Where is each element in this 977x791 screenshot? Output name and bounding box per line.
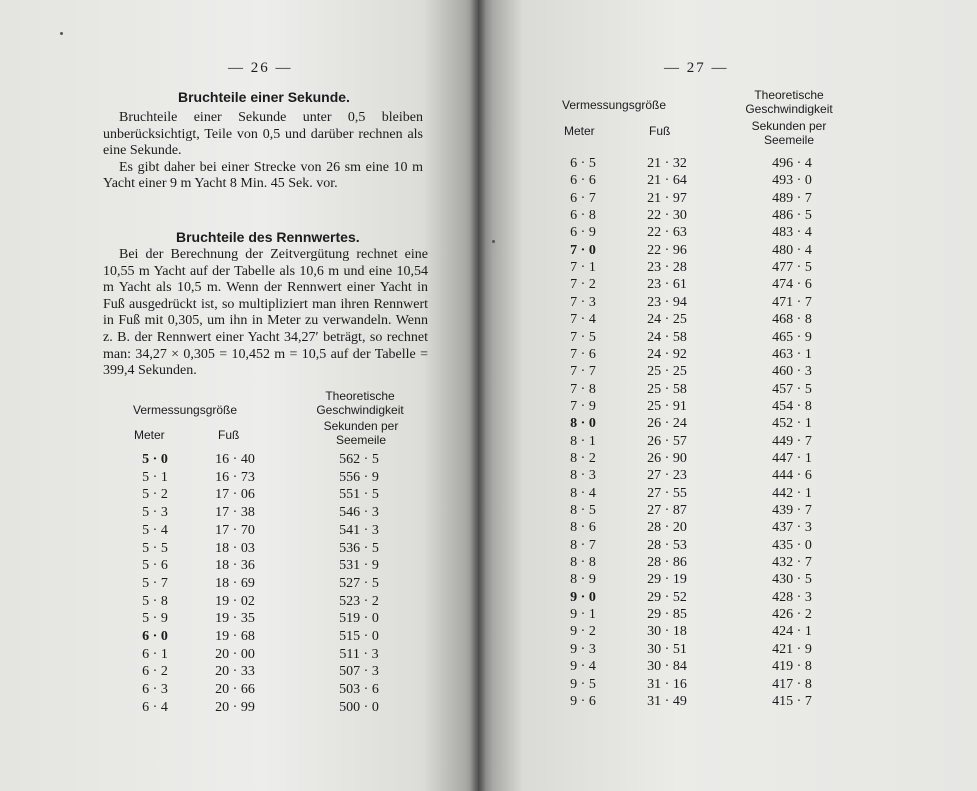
cell-meter: 8 · 0 [570, 416, 596, 432]
cell-seconds: 452 · 1 [772, 416, 812, 432]
cell-seconds: 463 · 1 [772, 346, 812, 362]
cell-seconds: 503 · 6 [339, 682, 379, 698]
cell-seconds: 531 · 9 [339, 558, 379, 574]
cell-fuss: 23 · 61 [647, 277, 687, 293]
cell-meter: 9 · 2 [570, 624, 596, 640]
cell-fuss: 20 · 33 [215, 664, 255, 680]
cell-meter: 7 · 3 [570, 294, 596, 310]
cell-meter: 8 · 1 [570, 433, 596, 449]
paragraph: Es gibt daher bei einer Strecke von 26 sm eine 10 m Yacht einer 9 m Yacht 8 Min. 45 Sek. vor. [103, 159, 423, 192]
cell-fuss: 22 · 63 [647, 225, 687, 241]
cell-seconds: 486 · 5 [772, 208, 812, 224]
cell-seconds: 546 · 3 [339, 505, 379, 521]
cell-seconds: 468 · 8 [772, 312, 812, 328]
cell-seconds: 457 · 5 [772, 381, 812, 397]
section-heading-fractions-second: Bruchteile einer Sekunde. [178, 89, 350, 105]
cell-seconds: 437 · 3 [772, 520, 812, 536]
cell-seconds: 477 · 5 [772, 260, 812, 276]
cell-meter: 5 · 8 [142, 593, 168, 609]
cell-meter: 5 · 2 [142, 487, 168, 503]
cell-meter: 9 · 1 [570, 607, 596, 623]
cell-fuss: 31 · 49 [647, 693, 687, 709]
cell-seconds: 444 · 6 [772, 468, 812, 484]
cell-fuss: 29 · 19 [647, 572, 687, 588]
speck [60, 32, 63, 35]
left-page [0, 0, 480, 791]
cell-fuss: 21 · 64 [647, 173, 687, 189]
cell-seconds: 428 · 3 [772, 589, 812, 605]
cell-fuss: 31 · 16 [647, 676, 687, 692]
cell-seconds: 480 · 4 [772, 242, 812, 258]
cell-meter: 8 · 2 [570, 450, 596, 466]
cell-meter: 6 · 1 [142, 646, 168, 662]
cell-seconds: 541 · 3 [339, 522, 379, 538]
cell-seconds: 449 · 7 [772, 433, 812, 449]
cell-meter: 8 · 6 [570, 520, 596, 536]
cell-meter: 9 · 3 [570, 641, 596, 657]
cell-meter: 6 · 7 [570, 190, 596, 206]
section-heading-fractions-rating: Bruchteile des Rennwertes. [176, 229, 360, 245]
cell-meter: 6 · 4 [142, 699, 168, 715]
cell-fuss: 24 · 58 [647, 329, 687, 345]
cell-seconds: 500 · 0 [339, 699, 379, 715]
cell-fuss: 24 · 25 [647, 312, 687, 328]
cell-seconds: 442 · 1 [772, 485, 812, 501]
cell-seconds: 511 · 3 [339, 646, 379, 662]
cell-fuss: 26 · 24 [647, 416, 687, 432]
cell-seconds: 424 · 1 [772, 624, 812, 640]
paragraph: Bei der Berechnung der Zeitvergütung rechnet eine 10,55 m Yacht auf der Tabelle als 10,6 m und eine 10,54 m Yacht als 10,5 m. Wenn der Rennwert einer Yacht in Fuß ausgedrückt ist, so multipliziert man ihren Rennwert in Fuß mit 0,305, um ihn in Meter zu verwandeln. Wenn z. B. der Rennwert einer Yacht 34,27′ beträgt, so rechnet man: 34,27 × 0,305 = 10,452 m = 10,5 auf der Tabelle = 399,4 Sekunden. [103, 247, 428, 379]
cell-seconds: 471 · 7 [772, 294, 812, 310]
cell-seconds: 417 · 8 [772, 676, 812, 692]
cell-fuss: 20 · 66 [215, 682, 255, 698]
cell-fuss: 25 · 25 [647, 364, 687, 380]
table-header-group: Vermessungsgröße [562, 98, 667, 112]
cell-fuss: 26 · 57 [647, 433, 687, 449]
cell-fuss: 20 · 00 [215, 646, 255, 662]
cell-meter: 6 · 5 [570, 156, 596, 171]
cell-fuss: 28 · 53 [647, 537, 687, 553]
cell-fuss: 17 · 06 [215, 487, 255, 503]
cell-seconds: 496 · 4 [772, 156, 812, 171]
table-header-meter: Meter [134, 428, 165, 442]
cell-meter: 7 · 2 [570, 277, 596, 293]
page-number-left: — 26 — [228, 60, 293, 76]
cell-fuss: 22 · 30 [647, 208, 687, 224]
cell-meter: 6 · 3 [142, 682, 168, 698]
cell-meter: 5 · 1 [142, 469, 168, 485]
section-text-fractions-rating [103, 247, 428, 380]
cell-seconds: 507 · 3 [339, 664, 379, 680]
cell-fuss: 21 · 97 [647, 190, 687, 206]
cell-seconds: 483 · 4 [772, 225, 812, 241]
cell-seconds: 426 · 2 [772, 607, 812, 623]
cell-meter: 5 · 7 [142, 575, 168, 591]
speck [492, 240, 495, 243]
cell-seconds: 474 · 6 [772, 277, 812, 293]
cell-fuss: 29 · 52 [647, 589, 687, 605]
cell-seconds: 447 · 1 [772, 450, 812, 466]
cell-meter: 9 · 6 [570, 693, 596, 709]
cell-seconds: 432 · 7 [772, 555, 812, 571]
cell-meter: 8 · 9 [570, 572, 596, 588]
cell-meter: 6 · 8 [570, 208, 596, 224]
cell-seconds: 515 · 0 [339, 629, 379, 644]
cell-meter: 6 · 9 [570, 225, 596, 241]
cell-meter: 9 · 5 [570, 676, 596, 692]
cell-meter: 5 · 9 [142, 611, 168, 627]
cell-meter: 6 · 0 [142, 629, 168, 644]
cell-meter: 7 · 5 [570, 329, 596, 345]
table-header-fuss: Fuß [218, 428, 240, 442]
cell-fuss: 23 · 28 [647, 260, 687, 276]
cell-meter: 6 · 2 [142, 664, 168, 680]
cell-seconds: 556 · 9 [339, 469, 379, 485]
cell-fuss: 30 · 18 [647, 624, 687, 640]
table-header-meter: Meter [564, 124, 595, 138]
cell-seconds: 519 · 0 [339, 611, 379, 627]
cell-meter: 8 · 4 [570, 485, 596, 501]
cell-meter: 9 · 0 [570, 589, 596, 605]
table-row [0, 700, 480, 722]
cell-fuss: 25 · 91 [647, 398, 687, 414]
cell-seconds: 430 · 5 [772, 572, 812, 588]
cell-meter: 9 · 4 [570, 659, 596, 675]
cell-fuss: 30 · 51 [647, 641, 687, 657]
table-header-seconds-per-mile: Sekunden per Seemeile [751, 119, 827, 147]
cell-meter: 5 · 3 [142, 505, 168, 521]
cell-fuss: 28 · 20 [647, 520, 687, 536]
cell-fuss: 29 · 85 [647, 607, 687, 623]
cell-seconds: 536 · 5 [339, 540, 379, 556]
cell-fuss: 17 · 38 [215, 505, 255, 521]
cell-fuss: 24 · 92 [647, 346, 687, 362]
cell-seconds: 460 · 3 [772, 364, 812, 380]
cell-meter: 7 · 7 [570, 364, 596, 380]
cell-meter: 7 · 4 [570, 312, 596, 328]
cell-fuss: 30 · 84 [647, 659, 687, 675]
cell-meter: 8 · 3 [570, 468, 596, 484]
table-header-speed: Theoretische Geschwindigkeit [316, 389, 404, 417]
table-header-speed: Theoretische Geschwindigkeit [745, 88, 833, 116]
cell-meter: 6 · 6 [570, 173, 596, 189]
table-row [478, 694, 977, 716]
cell-seconds: 421 · 9 [772, 641, 812, 657]
table-header-seconds-per-mile: Sekunden per Seemeile [323, 419, 399, 447]
cell-seconds: 489 · 7 [772, 190, 812, 206]
cell-fuss: 22 · 96 [647, 242, 687, 258]
cell-meter: 7 · 0 [570, 242, 596, 258]
cell-fuss: 20 · 99 [215, 699, 255, 715]
cell-meter: 5 · 4 [142, 522, 168, 538]
cell-seconds: 551 · 5 [339, 487, 379, 503]
cell-meter: 8 · 5 [570, 503, 596, 518]
paragraph: Bruchteile einer Sekunde unter 0,5 bleiben unberücksichtigt, Teile von 0,5 und darüber rechnen als eine Sekunde. [103, 110, 423, 159]
table-header-fuss: Fuß [649, 124, 671, 138]
table-header-group: Vermessungsgröße [133, 403, 238, 417]
cell-fuss: 16 · 40 [215, 452, 255, 467]
cell-meter: 8 · 7 [570, 537, 596, 553]
right-page [478, 0, 977, 791]
cell-meter: 7 · 1 [570, 260, 596, 276]
cell-meter: 7 · 6 [570, 346, 596, 362]
cell-meter: 5 · 0 [142, 452, 168, 467]
cell-seconds: 562 · 5 [339, 452, 379, 467]
cell-fuss: 27 · 55 [647, 485, 687, 501]
cell-seconds: 454 · 8 [772, 398, 812, 414]
cell-fuss: 19 · 68 [215, 629, 255, 644]
cell-meter: 7 · 8 [570, 381, 596, 397]
cell-fuss: 16 · 73 [215, 469, 255, 485]
cell-fuss: 21 · 32 [647, 156, 687, 171]
cell-fuss: 19 · 02 [215, 593, 255, 609]
cell-seconds: 415 · 7 [772, 693, 812, 709]
cell-meter: 5 · 6 [142, 558, 168, 574]
cell-seconds: 439 · 7 [772, 503, 812, 518]
cell-seconds: 465 · 9 [772, 329, 812, 345]
cell-meter: 8 · 8 [570, 555, 596, 571]
cell-seconds: 523 · 2 [339, 593, 379, 609]
cell-meter: 5 · 5 [142, 540, 168, 556]
cell-fuss: 18 · 69 [215, 575, 255, 591]
cell-seconds: 527 · 5 [339, 575, 379, 591]
section-text-fractions-second [103, 110, 423, 193]
cell-seconds: 435 · 0 [772, 537, 812, 553]
cell-seconds: 493 · 0 [772, 173, 812, 189]
cell-fuss: 17 · 70 [215, 522, 255, 538]
page-number-right: — 27 — [664, 60, 729, 76]
cell-meter: 7 · 9 [570, 398, 596, 414]
cell-fuss: 19 · 35 [215, 611, 255, 627]
cell-fuss: 27 · 23 [647, 468, 687, 484]
cell-fuss: 18 · 03 [215, 540, 255, 556]
cell-fuss: 28 · 86 [647, 555, 687, 571]
cell-fuss: 27 · 87 [647, 503, 687, 518]
cell-fuss: 26 · 90 [647, 450, 687, 466]
cell-seconds: 419 · 8 [772, 659, 812, 675]
cell-fuss: 23 · 94 [647, 294, 687, 310]
cell-fuss: 25 · 58 [647, 381, 687, 397]
book-gutter [470, 0, 486, 791]
cell-fuss: 18 · 36 [215, 558, 255, 574]
